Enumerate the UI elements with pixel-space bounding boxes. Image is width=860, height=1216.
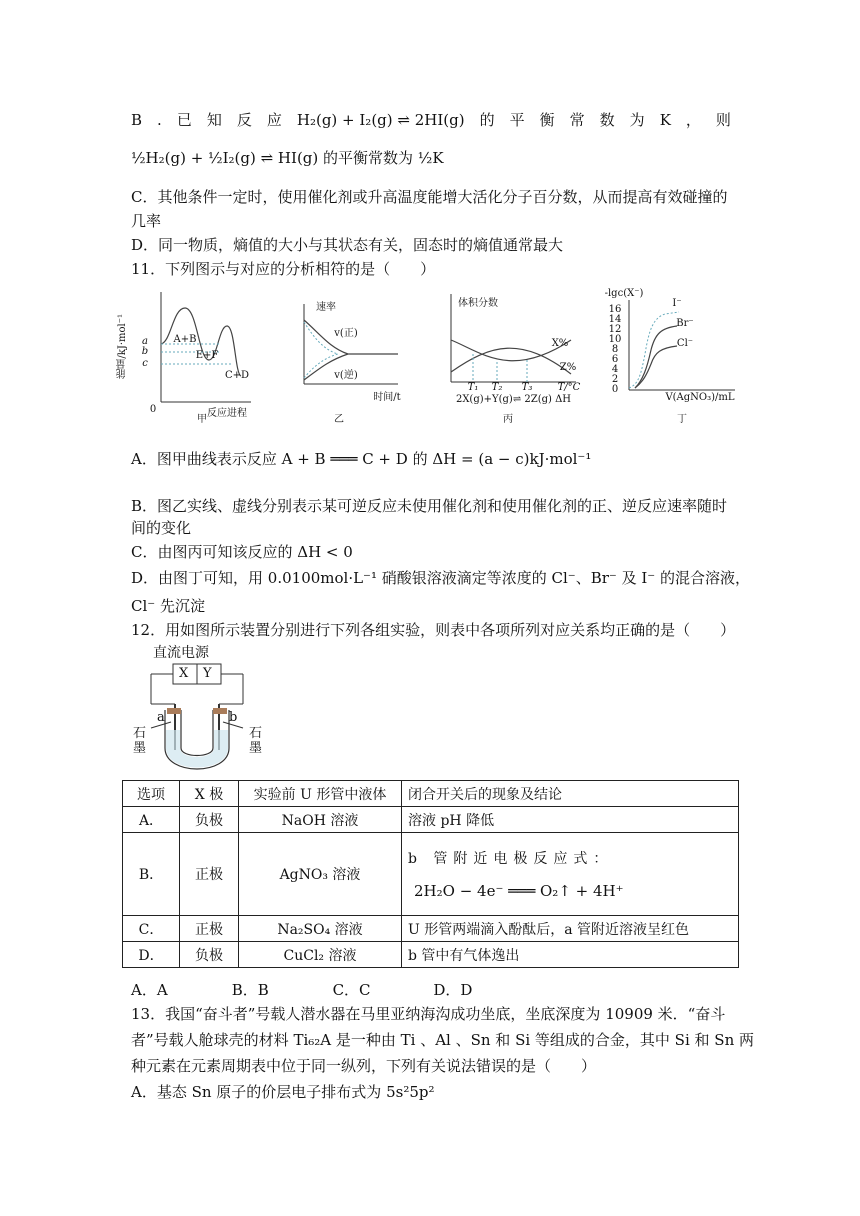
left-graphite-label: 石墨 <box>133 726 147 756</box>
figure-ding-caption: 丁 <box>677 414 687 425</box>
table-row <box>123 807 739 833</box>
figure-jia-label-ab: A+B <box>173 334 197 345</box>
figure-ding-label-br: Br⁻ <box>676 318 694 329</box>
row-b-liquid: AgNO₃ 溶液 <box>239 833 402 916</box>
figure-bing-tick-t: T/°C <box>557 382 581 393</box>
figure-jia-tick-b: b <box>141 346 149 357</box>
figure-bing <box>441 284 586 424</box>
figure-yi-plot <box>286 284 406 424</box>
figure-yi-label-forward: v(正) <box>334 328 358 339</box>
q12-stem: 12．用如图所示装置分别进行下列各组实验，则表中各项所列对应关系均正确的是（ ） <box>131 621 736 639</box>
figure-jia-tick-c: c <box>142 358 148 369</box>
table-row <box>123 833 739 916</box>
figure-ding-ytick-10: 10 <box>608 334 622 345</box>
figure-ding-ytick-0: 0 <box>611 384 619 395</box>
figure-ding-ylabel: -lgc(X⁻) <box>604 288 644 299</box>
q11-option-a: A．图甲曲线表示反应 A + B ═══ C + D 的 ΔH = (a − c)kJ·mol⁻¹ <box>131 450 592 468</box>
figure-ding-ytick-12: 12 <box>608 324 622 335</box>
terminal-y-label: Y <box>203 666 212 681</box>
q10-option-c-line1: C．其他条件一定时，使用催化剂或升高温度能增大活化分子百分数，从而提高有效碰撞的 <box>131 188 728 206</box>
q11-figures <box>117 284 741 425</box>
row-a-electrode: 负极 <box>180 807 239 833</box>
figure-jia-tick-a: a <box>142 336 148 347</box>
q12-answers <box>131 980 529 1000</box>
figure-ding-xlabel: V(AgNO₃)/mL <box>665 392 735 403</box>
q13-option-a: A．基态 Sn 原子的价层电子排布式为 5s²5p² <box>131 1083 435 1101</box>
figure-yi-label-reverse: v(逆) <box>334 370 358 381</box>
row-b-option: B． <box>123 833 180 916</box>
header-result: 闭合开关后的现象及结论 <box>402 781 739 807</box>
figure-ding-ytick-2: 2 <box>611 374 619 385</box>
figure-ding-label-i: I⁻ <box>672 298 682 309</box>
row-c-liquid: Na₂SO₄ 溶液 <box>239 916 402 942</box>
q11-option-b-line1: B．图乙实线、虚线分别表示某可逆反应未使用催化剂和使用催化剂的正、逆反应速率随时 <box>131 497 728 515</box>
q11-option-b-line2: 间的变化 <box>131 519 192 537</box>
answer-b: B．B <box>231 981 269 999</box>
figure-ding-ytick-6: 6 <box>611 354 619 365</box>
electrode-b-label: b <box>229 710 238 725</box>
q10-option-b-line2: ½H₂(g) + ½I₂(g) ⇌ HI(g) 的平衡常数为 ½K <box>131 149 444 167</box>
row-c-electrode: 正极 <box>180 916 239 942</box>
q10-option-b-line1: B . 已 知 反 应 H₂(g) + I₂(g) ⇌ 2HI(g) 的 平 衡 常 数 为 K ， 则 <box>131 111 731 129</box>
figure-bing-label-x: X% <box>551 338 569 349</box>
figure-ding-label-cl: Cl⁻ <box>676 338 694 349</box>
q13-line1: 13．我国“奋斗者”号载人潜水器在马里亚纳海沟成功坐底，坐底深度为 10909 米．“奋斗 <box>131 1005 726 1023</box>
q11-stem: 11．下列图示与对应的分析相符的是（ ） <box>131 260 436 278</box>
row-d-option: D． <box>123 942 180 968</box>
row-a-liquid: NaOH 溶液 <box>239 807 402 833</box>
figure-bing-ylabel: 体积分数 <box>458 298 498 309</box>
figure-jia-xlabel: 反应进程 <box>207 408 247 419</box>
table-row <box>123 916 739 942</box>
header-option: 选项 <box>123 781 180 807</box>
figure-bing-equation: 2X(g)+Y(g)⇌ 2Z(g) ΔH <box>455 394 572 405</box>
q12-table <box>122 780 739 968</box>
figure-bing-tick-t2: T₂ <box>491 382 503 393</box>
q11-option-d-line1: D．由图丁可知，用 0.0100mol·L⁻¹ 硝酸银溶液滴定等浓度的 Cl⁻、Br⁻ 及 I⁻ 的混合溶液， <box>131 569 750 587</box>
terminal-x-label: X <box>179 666 189 681</box>
row-c-result: U 形管两端滴入酚酞后，a 管附近溶液呈红色 <box>402 916 739 942</box>
table-header-row <box>123 781 739 807</box>
figure-yi-ylabel: 速率 <box>316 302 336 313</box>
electrode-a-label: a <box>157 710 165 725</box>
row-a-result: 溶液 pH 降低 <box>402 807 739 833</box>
figure-ding-ytick-4: 4 <box>611 364 619 375</box>
row-d-electrode: 负极 <box>180 942 239 968</box>
figure-jia-label-ef: E+F <box>195 350 219 361</box>
figure-bing-tick-t1: T₁ <box>467 382 479 393</box>
header-x-electrode: X 极 <box>180 781 239 807</box>
power-source-label: 直流电源 <box>153 645 209 661</box>
figure-yi-xlabel: 时间/t <box>373 392 401 403</box>
q11-option-c: C．由图丙可知该反应的 ΔH < 0 <box>131 543 353 561</box>
figure-ding-ytick-16: 16 <box>608 304 622 315</box>
figure-jia-label-cd: C+D <box>224 370 250 381</box>
row-b-electrode: 正极 <box>180 833 239 916</box>
row-c-option: C． <box>123 916 180 942</box>
row-d-liquid: CuCl₂ 溶液 <box>239 942 402 968</box>
q10-option-c-line2: 几率 <box>131 212 162 230</box>
right-graphite-label: 石墨 <box>249 726 263 756</box>
q10-option-d: D．同一物质，熵值的大小与其状态有关，固态时的熵值通常最大 <box>131 236 564 254</box>
row-b-equation: 2H₂O − 4e⁻ ═══ O₂↑ + 4H⁺ <box>414 882 624 900</box>
answer-d: D．D <box>433 981 473 999</box>
answer-c: C．C <box>332 981 371 999</box>
row-a-option: A． <box>123 807 180 833</box>
figure-yi <box>286 284 406 424</box>
figure-yi-caption: 乙 <box>334 414 344 425</box>
figure-jia-caption: 甲 <box>197 414 207 425</box>
q13-line3: 种元素在元素周期表中位于同一纵列，下列有关说法错误的是（ ） <box>131 1057 597 1075</box>
row-b-result <box>402 833 739 916</box>
table-row <box>123 942 739 968</box>
answer-a: A．A <box>131 981 168 999</box>
figure-bing-caption: 丙 <box>503 414 513 425</box>
figure-ding <box>599 284 739 424</box>
figure-ding-ytick-14: 14 <box>608 314 622 325</box>
header-liquid: 实验前 U 形管中液体 <box>239 781 402 807</box>
figure-bing-tick-t3: T₃ <box>521 382 533 393</box>
figure-jia <box>117 284 256 425</box>
figure-jia-ylabel: 能量/kJ·mol⁻¹ <box>117 314 128 379</box>
row-d-result: b 管中有气体逸出 <box>402 942 739 968</box>
q11-option-d-line2: Cl⁻ 先沉淀 <box>131 597 205 615</box>
figure-bing-label-z: Z% <box>559 362 577 373</box>
electrolysis-apparatus <box>131 640 271 775</box>
q13-line2: 者”号载人舱球壳的材料 Ti₆₂A 是一种由 Ti 、Al 、Sn 和 Si 等组成的合金，其中 Si 和 Sn 两 <box>131 1031 755 1049</box>
figure-jia-origin: 0 <box>149 404 157 415</box>
row-b-result-text: b 管附近电极反应式： <box>408 851 614 867</box>
figure-ding-ytick-8: 8 <box>611 344 619 355</box>
